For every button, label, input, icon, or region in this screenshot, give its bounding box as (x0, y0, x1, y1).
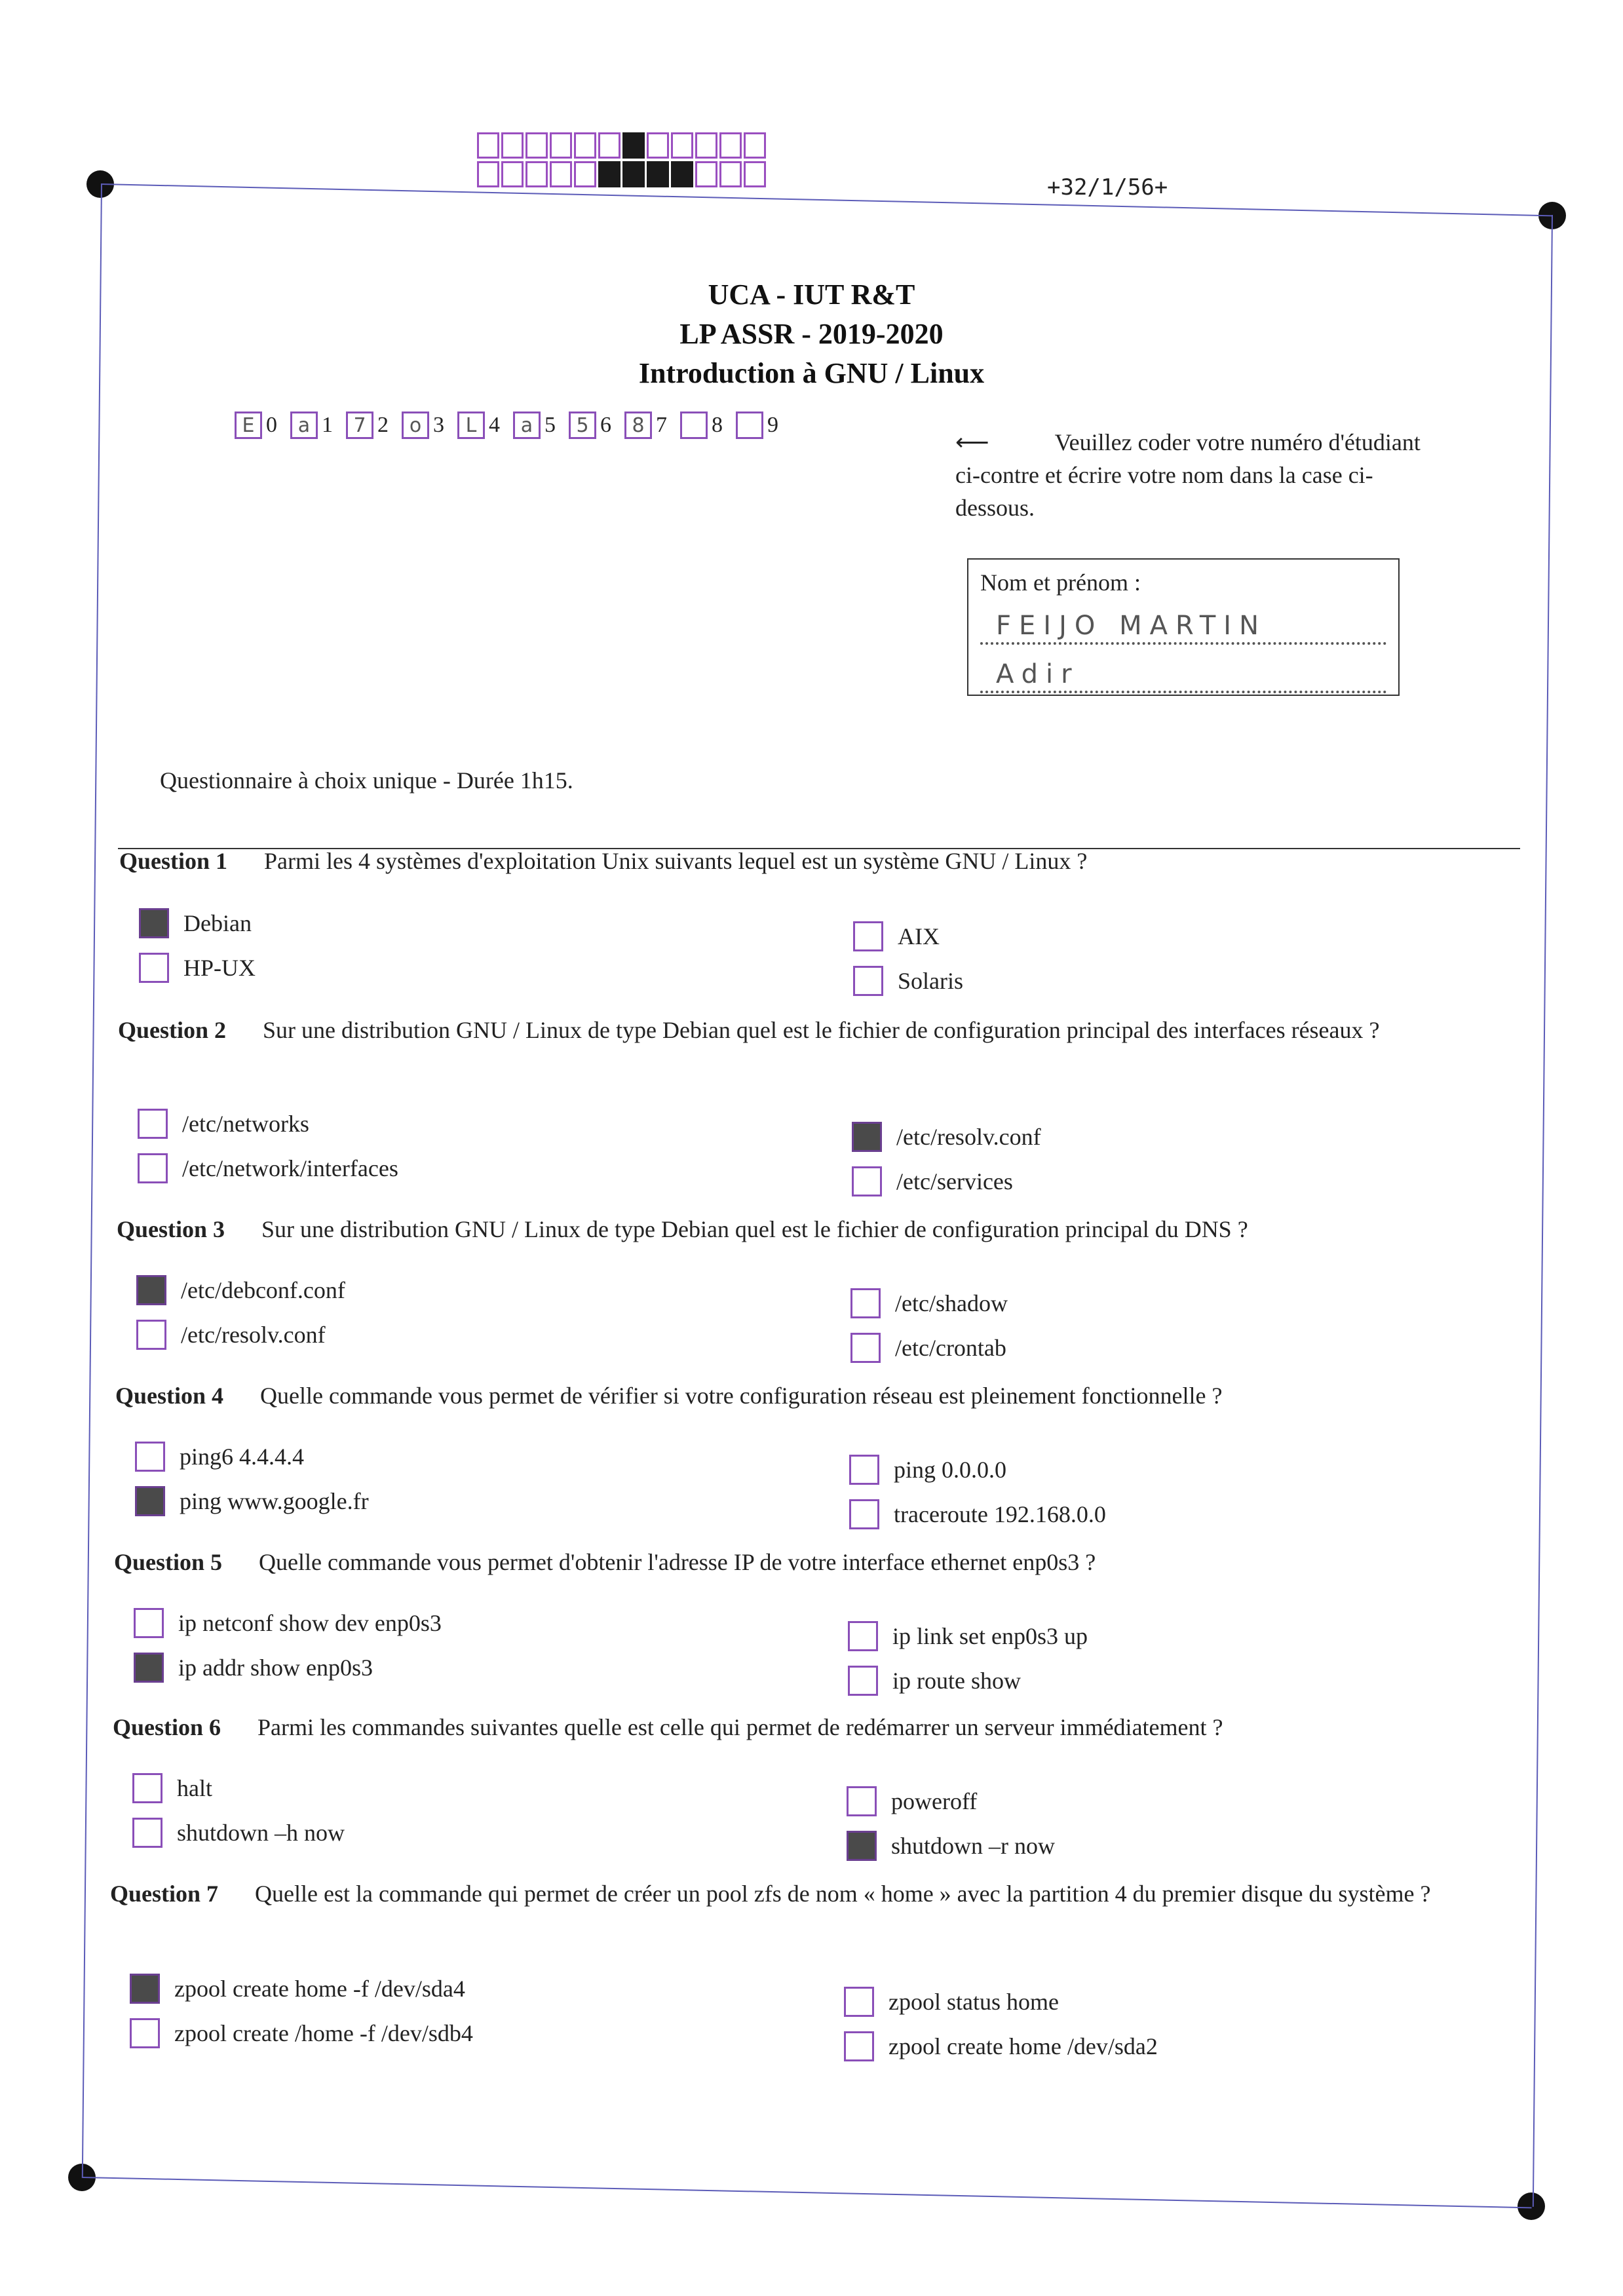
answer-checkbox[interactable] (844, 2031, 874, 2061)
question-text: Quelle commande vous permet d'obtenir l'adresse IP de votre interface ethernet enp0s3 ? (259, 1549, 1096, 1575)
registration-marker-bottom-right (1518, 2192, 1545, 2220)
option[interactable] (136, 1320, 326, 1350)
answer-checkbox[interactable] (850, 1288, 881, 1318)
frame-left (82, 183, 102, 2178)
answer-checkbox[interactable] (139, 908, 169, 938)
page-code-row-1 (477, 132, 766, 159)
option-label: ping 0.0.0.0 (894, 1457, 1007, 1483)
question-label: Question 5 (114, 1549, 223, 1575)
code-cell (695, 161, 717, 187)
code-cell (574, 161, 596, 187)
question-4 (115, 1379, 1518, 1413)
digit-label: 8 (712, 413, 723, 437)
student-number-boxes (235, 411, 778, 439)
digit-5[interactable] (513, 411, 556, 439)
option-label: /etc/debconf.conf (181, 1277, 345, 1303)
question-label: Question 4 (115, 1383, 224, 1409)
code-cell (695, 132, 717, 159)
header-institution: UCA - IUT R&T (708, 278, 915, 311)
option-label: Solaris (898, 968, 964, 994)
digit-3[interactable] (402, 411, 444, 439)
option[interactable] (853, 966, 963, 996)
handwritten-surname: FEIJO MARTIN (996, 611, 1267, 641)
option[interactable] (138, 1153, 398, 1183)
frame-bottom (83, 2177, 1532, 2208)
option-label: zpool status home (888, 1989, 1059, 2015)
answer-checkbox[interactable] (853, 966, 883, 996)
answer-checkbox[interactable] (136, 1275, 166, 1305)
page-code-row-2 (477, 161, 766, 187)
digit-2[interactable] (346, 411, 389, 439)
code-cell (719, 132, 742, 159)
code-cell (598, 161, 621, 187)
digit-label: 1 (322, 413, 333, 437)
option-label: /etc/crontab (895, 1335, 1006, 1361)
header-course: LP ASSR - 2019-2020 (679, 318, 944, 350)
code-cell (550, 161, 572, 187)
option[interactable] (849, 1455, 1006, 1485)
digit-label: 6 (600, 413, 611, 437)
option[interactable] (849, 1499, 1106, 1529)
code-cell (477, 161, 499, 187)
question-1 (119, 844, 1521, 878)
code-cell (744, 161, 766, 187)
option-label: ip link set enp0s3 up (892, 1623, 1088, 1649)
question-text: Sur une distribution GNU / Linux de type Debian quel est le fichier de configuration principal des interfaces réseaux ? (263, 1017, 1380, 1043)
option-label: AIX (898, 923, 940, 949)
digit-label: 0 (266, 413, 277, 437)
question-3 (117, 1212, 1519, 1246)
name-box-label: Nom et prénom : (980, 569, 1141, 596)
name-box[interactable] (967, 558, 1400, 696)
digit-box[interactable]: L (457, 411, 485, 439)
option[interactable] (847, 1831, 1055, 1861)
option-label: /etc/network/interfaces (182, 1155, 398, 1181)
option-label: ip route show (892, 1668, 1021, 1694)
question-label: Question 7 (110, 1881, 219, 1907)
answer-checkbox[interactable] (852, 1166, 882, 1196)
answer-checkbox[interactable] (138, 1109, 168, 1139)
digit-0[interactable] (235, 411, 277, 439)
digit-label: 2 (377, 413, 389, 437)
code-cell (574, 132, 596, 159)
digit-9[interactable] (736, 411, 778, 439)
left-arrow-icon: ⟵ (955, 429, 989, 455)
digit-6[interactable] (569, 411, 611, 439)
digit-box[interactable]: a (290, 411, 318, 439)
digit-box[interactable]: E (235, 411, 262, 439)
option[interactable] (848, 1666, 1021, 1696)
digit-label: 3 (433, 413, 444, 437)
option[interactable] (134, 1608, 442, 1638)
answer-checkbox[interactable] (844, 1987, 874, 2017)
code-cell (598, 132, 621, 159)
question-label: Question 1 (119, 848, 228, 874)
answer-checkbox[interactable] (852, 1122, 882, 1152)
question-6 (113, 1710, 1515, 1744)
option[interactable] (139, 908, 252, 938)
answer-checkbox[interactable] (132, 1818, 162, 1848)
option-label: zpool create /home -f /dev/sdb4 (174, 2020, 473, 2046)
digit-label: 9 (767, 413, 778, 437)
option-label: shutdown –r now (891, 1833, 1055, 1859)
question-text: Quelle est la commande qui permet de créer un pool zfs de nom « home » avec la partition 4 du premier disque du système ? (255, 1881, 1431, 1907)
answer-checkbox[interactable] (849, 1455, 879, 1485)
option-label: zpool create home -f /dev/sda4 (174, 1976, 465, 2002)
digit-label: 4 (489, 413, 500, 437)
option-label: poweroff (891, 1788, 978, 1814)
instructions (955, 426, 1427, 524)
option[interactable] (853, 921, 940, 951)
code-cell (647, 132, 669, 159)
digit-1[interactable] (290, 411, 333, 439)
answer-checkbox[interactable] (853, 921, 883, 951)
option-label: HP-UX (183, 955, 256, 981)
option[interactable] (850, 1333, 1006, 1363)
answer-checkbox[interactable] (135, 1486, 165, 1516)
option-label: Debian (183, 910, 252, 936)
answer-checkbox[interactable] (136, 1320, 166, 1350)
digit-box[interactable] (680, 411, 708, 439)
option[interactable] (132, 1773, 212, 1803)
answer-checkbox[interactable] (132, 1773, 162, 1803)
answer-checkbox[interactable] (848, 1621, 878, 1651)
digit-box[interactable] (736, 411, 763, 439)
question-text: Parmi les commandes suivantes quelle est celle qui permet de redémarrer un serveur immédiatement ? (258, 1714, 1223, 1740)
answer-checkbox[interactable] (848, 1666, 878, 1696)
digit-label: 7 (656, 413, 667, 437)
digit-box[interactable]: 5 (569, 411, 596, 439)
option-label: ip addr show enp0s3 (178, 1655, 373, 1681)
option[interactable] (130, 1974, 465, 2004)
option-label: traceroute 192.168.0.0 (894, 1501, 1106, 1527)
option[interactable] (130, 2018, 473, 2048)
option-label: ping www.google.fr (180, 1488, 369, 1514)
answer-checkbox[interactable] (134, 1608, 164, 1638)
option-label: /etc/resolv.conf (896, 1124, 1041, 1150)
option-label: /etc/networks (182, 1111, 309, 1137)
option[interactable] (848, 1621, 1088, 1651)
digit-box[interactable]: 7 (346, 411, 373, 439)
option[interactable] (852, 1122, 1041, 1152)
code-cell (622, 132, 645, 159)
option-label: ip netconf show dev enp0s3 (178, 1610, 442, 1636)
question-label: Question 6 (113, 1714, 221, 1740)
question-text: Sur une distribution GNU / Linux de type Debian quel est le fichier de configuration principal du DNS ? (261, 1216, 1248, 1242)
option-label: zpool create home /dev/sda2 (888, 2033, 1158, 2059)
option[interactable] (136, 1275, 345, 1305)
frame-right (1533, 215, 1553, 2207)
digit-8[interactable] (680, 411, 723, 439)
digit-box[interactable]: 8 (624, 411, 652, 439)
header-subject: Introduction à GNU / Linux (638, 357, 985, 389)
exam-subtitle: Questionnaire à choix unique - Durée 1h15. (160, 767, 573, 794)
digit-box[interactable]: a (513, 411, 541, 439)
answer-checkbox[interactable] (130, 2018, 160, 2048)
code-cell (622, 161, 645, 187)
answer-checkbox[interactable] (139, 953, 169, 983)
code-cell (477, 132, 499, 159)
answer-checkbox[interactable] (849, 1499, 879, 1529)
digit-box[interactable]: o (402, 411, 429, 439)
page-id: +32/1/56+ (1047, 174, 1168, 201)
frame-top (101, 183, 1553, 216)
question-5 (114, 1545, 1516, 1579)
question-text: Quelle commande vous permet de vérifier si votre configuration réseau est pleinement fonctionnelle ? (260, 1383, 1223, 1409)
answer-checkbox[interactable] (134, 1653, 164, 1683)
option[interactable] (135, 1486, 369, 1516)
code-cell (501, 161, 524, 187)
option[interactable] (135, 1442, 304, 1472)
option-label: /etc/resolv.conf (181, 1322, 326, 1348)
option-label: halt (177, 1775, 212, 1801)
name-line-1[interactable] (980, 600, 1386, 645)
code-cell (671, 161, 693, 187)
digit-label: 5 (544, 413, 556, 437)
option[interactable] (138, 1109, 309, 1139)
answer-checkbox[interactable] (847, 1831, 877, 1861)
question-label: Question 2 (118, 1017, 227, 1043)
digit-7[interactable] (624, 411, 667, 439)
instructions-text: Veuillez coder votre numéro d'étudiant ci-contre et écrire votre nom dans la case ci-dessous. (955, 429, 1421, 521)
question-7 (110, 1877, 1512, 1911)
answer-checkbox[interactable] (847, 1786, 877, 1816)
code-cell (719, 161, 742, 187)
handwritten-firstname: Adir (996, 659, 1080, 689)
code-cell (525, 132, 548, 159)
option[interactable] (852, 1166, 1013, 1196)
code-cell (525, 161, 548, 187)
name-line-2[interactable] (980, 649, 1386, 693)
answer-checkbox[interactable] (138, 1153, 168, 1183)
option[interactable] (844, 1987, 1059, 2017)
page-code-grid (477, 132, 766, 187)
code-cell (647, 161, 669, 187)
option[interactable] (139, 953, 256, 983)
digit-4[interactable] (457, 411, 500, 439)
code-cell (550, 132, 572, 159)
answer-checkbox[interactable] (130, 1974, 160, 2004)
option[interactable] (132, 1818, 345, 1848)
code-cell (744, 132, 766, 159)
question-text: Parmi les 4 systèmes d'exploitation Unix suivants lequel est un système GNU / Linux ? (264, 848, 1088, 874)
option-label: ping6 4.4.4.4 (180, 1444, 305, 1470)
question-2 (118, 1013, 1520, 1047)
option-label: /etc/shadow (895, 1290, 1008, 1316)
answer-checkbox[interactable] (850, 1333, 881, 1363)
option[interactable] (847, 1786, 977, 1816)
code-cell (501, 132, 524, 159)
option[interactable] (844, 2031, 1158, 2061)
question-label: Question 3 (117, 1216, 225, 1242)
option[interactable] (134, 1653, 373, 1683)
option-label: shutdown –h now (177, 1820, 345, 1846)
code-cell (671, 132, 693, 159)
option-label: /etc/services (896, 1168, 1013, 1195)
option[interactable] (850, 1288, 1008, 1318)
answer-checkbox[interactable] (135, 1442, 165, 1472)
